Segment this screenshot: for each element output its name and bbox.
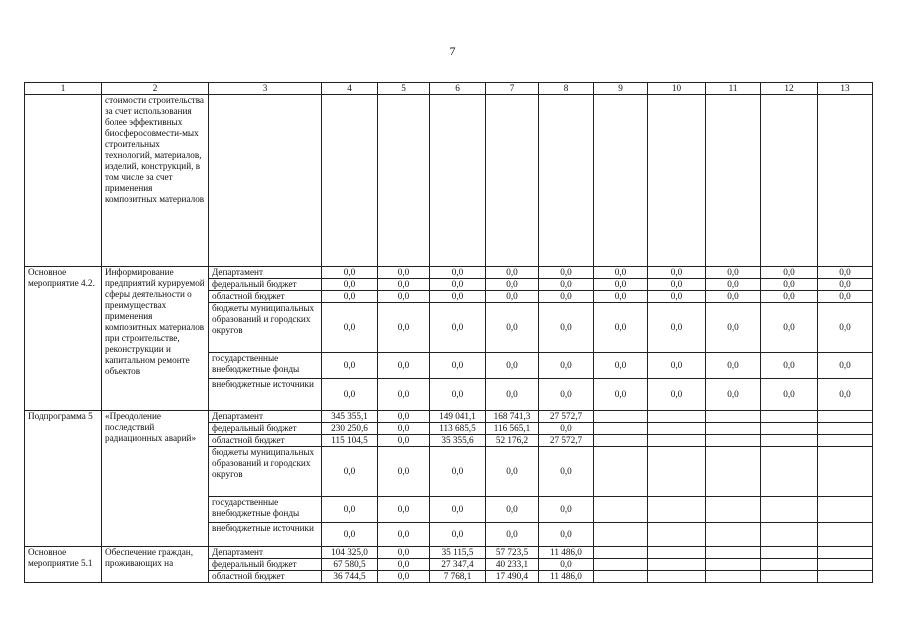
funding-source: внебюджетные источники [209,379,322,411]
value-cell: 0,0 [539,379,594,411]
value-cell: 0,0 [430,267,486,279]
value-cell: 0,0 [648,279,706,291]
value-cell: 0,0 [430,447,486,497]
column-header: 11 [706,83,761,95]
column-header: 13 [818,83,873,95]
funding-source: областной бюджет [209,291,322,303]
column-header: 5 [378,83,430,95]
value-cell: 0,0 [430,303,486,353]
value-cell: 0,0 [648,379,706,411]
value-cell: 0,0 [539,353,594,379]
value-cell: 0,0 [594,303,648,353]
value-cell: 67 580,5 [322,559,378,571]
funding-source: бюджеты муниципальных образований и городских округов [209,303,322,353]
value-cell: 0,0 [539,423,594,435]
value-cell: 0,0 [761,353,818,379]
value-cell: 0,0 [486,353,539,379]
measure-cell [25,95,102,267]
value-cell: 0,0 [539,267,594,279]
value-cell: 0,0 [539,523,594,547]
value-cell: 0,0 [706,303,761,353]
funding-source: государственные внебюджетные фонды [209,497,322,523]
value-cell: 0,0 [761,279,818,291]
value-cell: 0,0 [539,497,594,523]
value-cell: 0,0 [539,279,594,291]
value-cell: 0,0 [706,291,761,303]
table-row [25,267,873,279]
value-cell: 0,0 [761,379,818,411]
column-header: 10 [648,83,706,95]
value-cell: 0,0 [706,279,761,291]
value-cell: 27 347,4 [430,559,486,571]
value-cell: 0,0 [761,303,818,353]
column-header-row [25,83,873,95]
value-cell: 0,0 [486,291,539,303]
value-cell: 36 744,5 [322,571,378,583]
value-cell: 17 490,4 [486,571,539,583]
value-cell: 0,0 [539,291,594,303]
value-cell: 11 486,0 [539,547,594,559]
value-cell: 0,0 [430,353,486,379]
value-cell: 0,0 [378,559,430,571]
value-cell: 345 355,1 [322,411,378,423]
value-cell: 52 176,2 [486,435,539,447]
value-cell: 0,0 [594,291,648,303]
value-cell: 27 572,7 [539,435,594,447]
column-header: 4 [322,83,378,95]
value-cell: 0,0 [486,523,539,547]
value-cell: 0,0 [486,279,539,291]
value-cell: 0,0 [818,291,873,303]
value-cell: 0,0 [818,279,873,291]
value-cell: 0,0 [378,303,430,353]
value-cell: 230 250,6 [322,423,378,435]
column-header: 12 [761,83,818,95]
funding-source: бюджеты муниципальных образований и городских округов [209,447,322,497]
page-number: 7 [449,44,456,58]
value-cell: 0,0 [648,353,706,379]
value-cell: 0,0 [594,267,648,279]
value-cell: 0,0 [486,497,539,523]
value-cell: 0,0 [648,267,706,279]
value-cell: 11 486,0 [539,571,594,583]
value-cell: 0,0 [378,523,430,547]
value-cell: 0,0 [322,353,378,379]
value-cell: 0,0 [818,379,873,411]
value-cell: 0,0 [539,303,594,353]
value-cell: 0,0 [378,279,430,291]
value-cell: 0,0 [539,559,594,571]
value-cell: 0,0 [818,303,873,353]
value-cell: 0,0 [378,571,430,583]
funding-source: областной бюджет [209,571,322,583]
measure-description: стоимости строительства за счет использования более эффективных биосферосовмести-мых строительных технологий, материалов, изделий, конструкций, в том числе за счет применения композитных материалов [102,95,209,267]
value-cell: 0,0 [378,267,430,279]
value-cell: 0,0 [378,291,430,303]
table-row [25,547,873,559]
value-cell: 27 572,7 [539,411,594,423]
value-cell: 0,0 [322,523,378,547]
source-cell [209,95,322,267]
value-cell: 0,0 [761,291,818,303]
value-cell: 0,0 [322,291,378,303]
column-header: 6 [430,83,486,95]
value-cell: 0,0 [430,291,486,303]
funding-source: Департамент [209,547,322,559]
value-cell: 0,0 [430,497,486,523]
value-cell: 168 741,3 [486,411,539,423]
column-header: 1 [25,83,102,95]
value-cell: 0,0 [648,303,706,353]
value-cell: 0,0 [706,353,761,379]
value-cell: 7 768,1 [430,571,486,583]
funding-source: Департамент [209,411,322,423]
value-cell: 104 325,0 [322,547,378,559]
value-cell: 149 041,1 [430,411,486,423]
measure-name: Основное мероприятие 4.2. [25,267,102,411]
value-cell: 0,0 [706,379,761,411]
measure-description: Информирование предприятий курируемой сферы деятельности о преимуществах применения композитных материалов при строительстве, реконструкции и капитальном ремонте объектов [102,267,209,411]
funding-source: государственные внебюджетные фонды [209,353,322,379]
value-cell: 0,0 [322,267,378,279]
funding-source: областной бюджет [209,435,322,447]
value-cell: 0,0 [378,435,430,447]
measure-description: Обеспечение граждан, проживающих на [102,547,209,583]
value-cell: 0,0 [539,447,594,497]
value-cell: 0,0 [430,523,486,547]
value-cell: 0,0 [430,379,486,411]
funding-source: федеральный бюджет [209,559,322,571]
value-cell: 0,0 [322,447,378,497]
table-row [25,95,873,267]
value-cell: 0,0 [322,279,378,291]
value-cell: 0,0 [818,353,873,379]
value-cell: 57 723,5 [486,547,539,559]
value-cell: 0,0 [818,267,873,279]
value-cell: 0,0 [378,497,430,523]
value-cell: 35 355,6 [430,435,486,447]
funding-source: внебюджетные источники [209,523,322,547]
value-cell: 0,0 [594,379,648,411]
value-cell: 35 115,5 [430,547,486,559]
value-cell: 0,0 [378,547,430,559]
column-header: 2 [102,83,209,95]
column-header: 8 [539,83,594,95]
value-cell: 0,0 [378,379,430,411]
budget-table [24,82,873,583]
column-header: 9 [594,83,648,95]
value-cell: 0,0 [322,379,378,411]
column-header: 7 [486,83,539,95]
value-cell: 0,0 [706,267,761,279]
value-cell: 0,0 [486,447,539,497]
value-cell: 0,0 [378,411,430,423]
value-cell: 0,0 [761,267,818,279]
value-cell: 0,0 [430,279,486,291]
value-cell: 115 104,5 [322,435,378,447]
value-cell: 0,0 [322,303,378,353]
value-cell: 0,0 [486,267,539,279]
value-cell: 0,0 [594,353,648,379]
value-cell: 116 565,1 [486,423,539,435]
measure-name: Подпрограмма 5 [25,411,102,547]
table-row [25,411,873,423]
value-cell: 113 685,5 [430,423,486,435]
column-header: 3 [209,83,322,95]
funding-source: Департамент [209,267,322,279]
funding-source: федеральный бюджет [209,279,322,291]
value-cell: 0,0 [648,291,706,303]
value-cell: 0,0 [378,353,430,379]
value-cell: 0,0 [378,423,430,435]
value-cell: 0,0 [594,279,648,291]
measure-name: Основное мероприятие 5.1 [25,547,102,583]
funding-source: федеральный бюджет [209,423,322,435]
value-cell: 0,0 [486,303,539,353]
measure-description: «Преодоление последствий радиационных аварий» [102,411,209,547]
value-cell: 40 233,1 [486,559,539,571]
value-cell: 0,0 [378,447,430,497]
value-cell: 0,0 [486,379,539,411]
value-cell: 0,0 [322,497,378,523]
